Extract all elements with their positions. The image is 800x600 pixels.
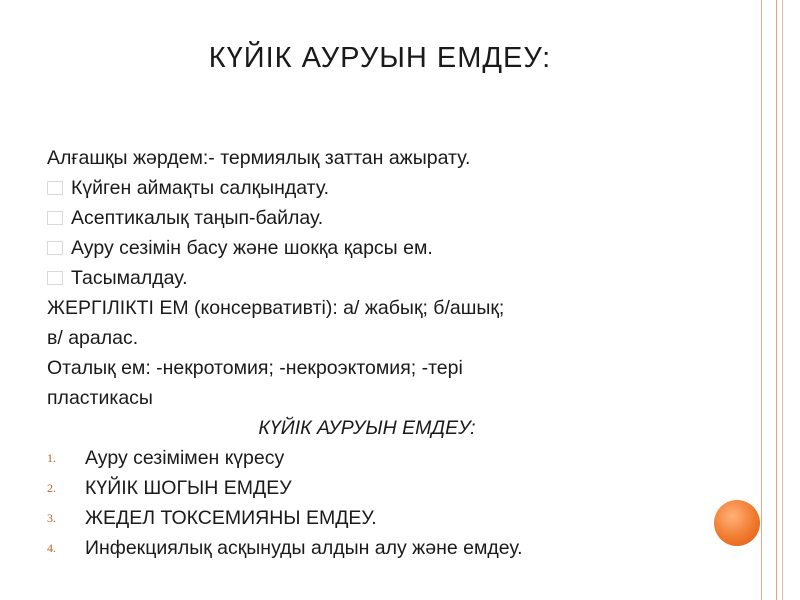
slide-body xyxy=(47,143,687,563)
square-bullet-icon xyxy=(47,211,63,225)
item-number: 3. xyxy=(47,511,56,525)
numbered-item: 1. Ауру сезімімен күресу xyxy=(47,443,687,473)
section-subtitle: КҮЙІК АУРУЫН ЕМДЕУ: xyxy=(258,417,476,439)
intro-line: Алғашқы жәрдем:- термиялық заттан ажырату. xyxy=(47,147,471,169)
numbered-item: 4. Инфекциялық асқынуды алдын алу және емдеу. xyxy=(47,533,687,563)
square-bullet-icon xyxy=(47,241,63,255)
item-number: 1. xyxy=(47,451,56,465)
numbered-item: 3. ЖЕДЕЛ ТОКСЕМИЯНЫ ЕМДЕУ. xyxy=(47,503,687,533)
local-treatment-line: ЖЕРГІЛІКТІ ЕМ (консервативті): а/ жабық; б/ашық; xyxy=(47,297,505,319)
item-number: 4. xyxy=(47,541,56,555)
bullet-item: Ауру сезімін басу және шокқа қарсы ем. xyxy=(47,233,687,263)
general-treatment-line-cont: пластикасы xyxy=(47,387,153,409)
bullet-item: Күйген аймақты салқындату. xyxy=(47,173,687,203)
bullet-item: Асептикалық таңып-байлау. xyxy=(47,203,687,233)
bullet-item: Тасымалдау. xyxy=(47,263,687,293)
general-treatment-line: Оталық ем: -некротомия; -некроэктомия; -тері xyxy=(47,357,463,379)
slide-border-decoration xyxy=(761,0,800,600)
item-number: 2. xyxy=(47,481,56,495)
orange-circle-decoration xyxy=(714,500,760,546)
numbered-item: 2. КҮЙІК ШОГЫН ЕМДЕУ xyxy=(47,473,687,503)
square-bullet-icon xyxy=(47,181,63,195)
local-treatment-line-cont: в/ аралас. xyxy=(47,327,139,349)
square-bullet-icon xyxy=(47,271,63,285)
slide-title: КҮЙІК АУРУЫН ЕМДЕУ: xyxy=(208,42,552,74)
